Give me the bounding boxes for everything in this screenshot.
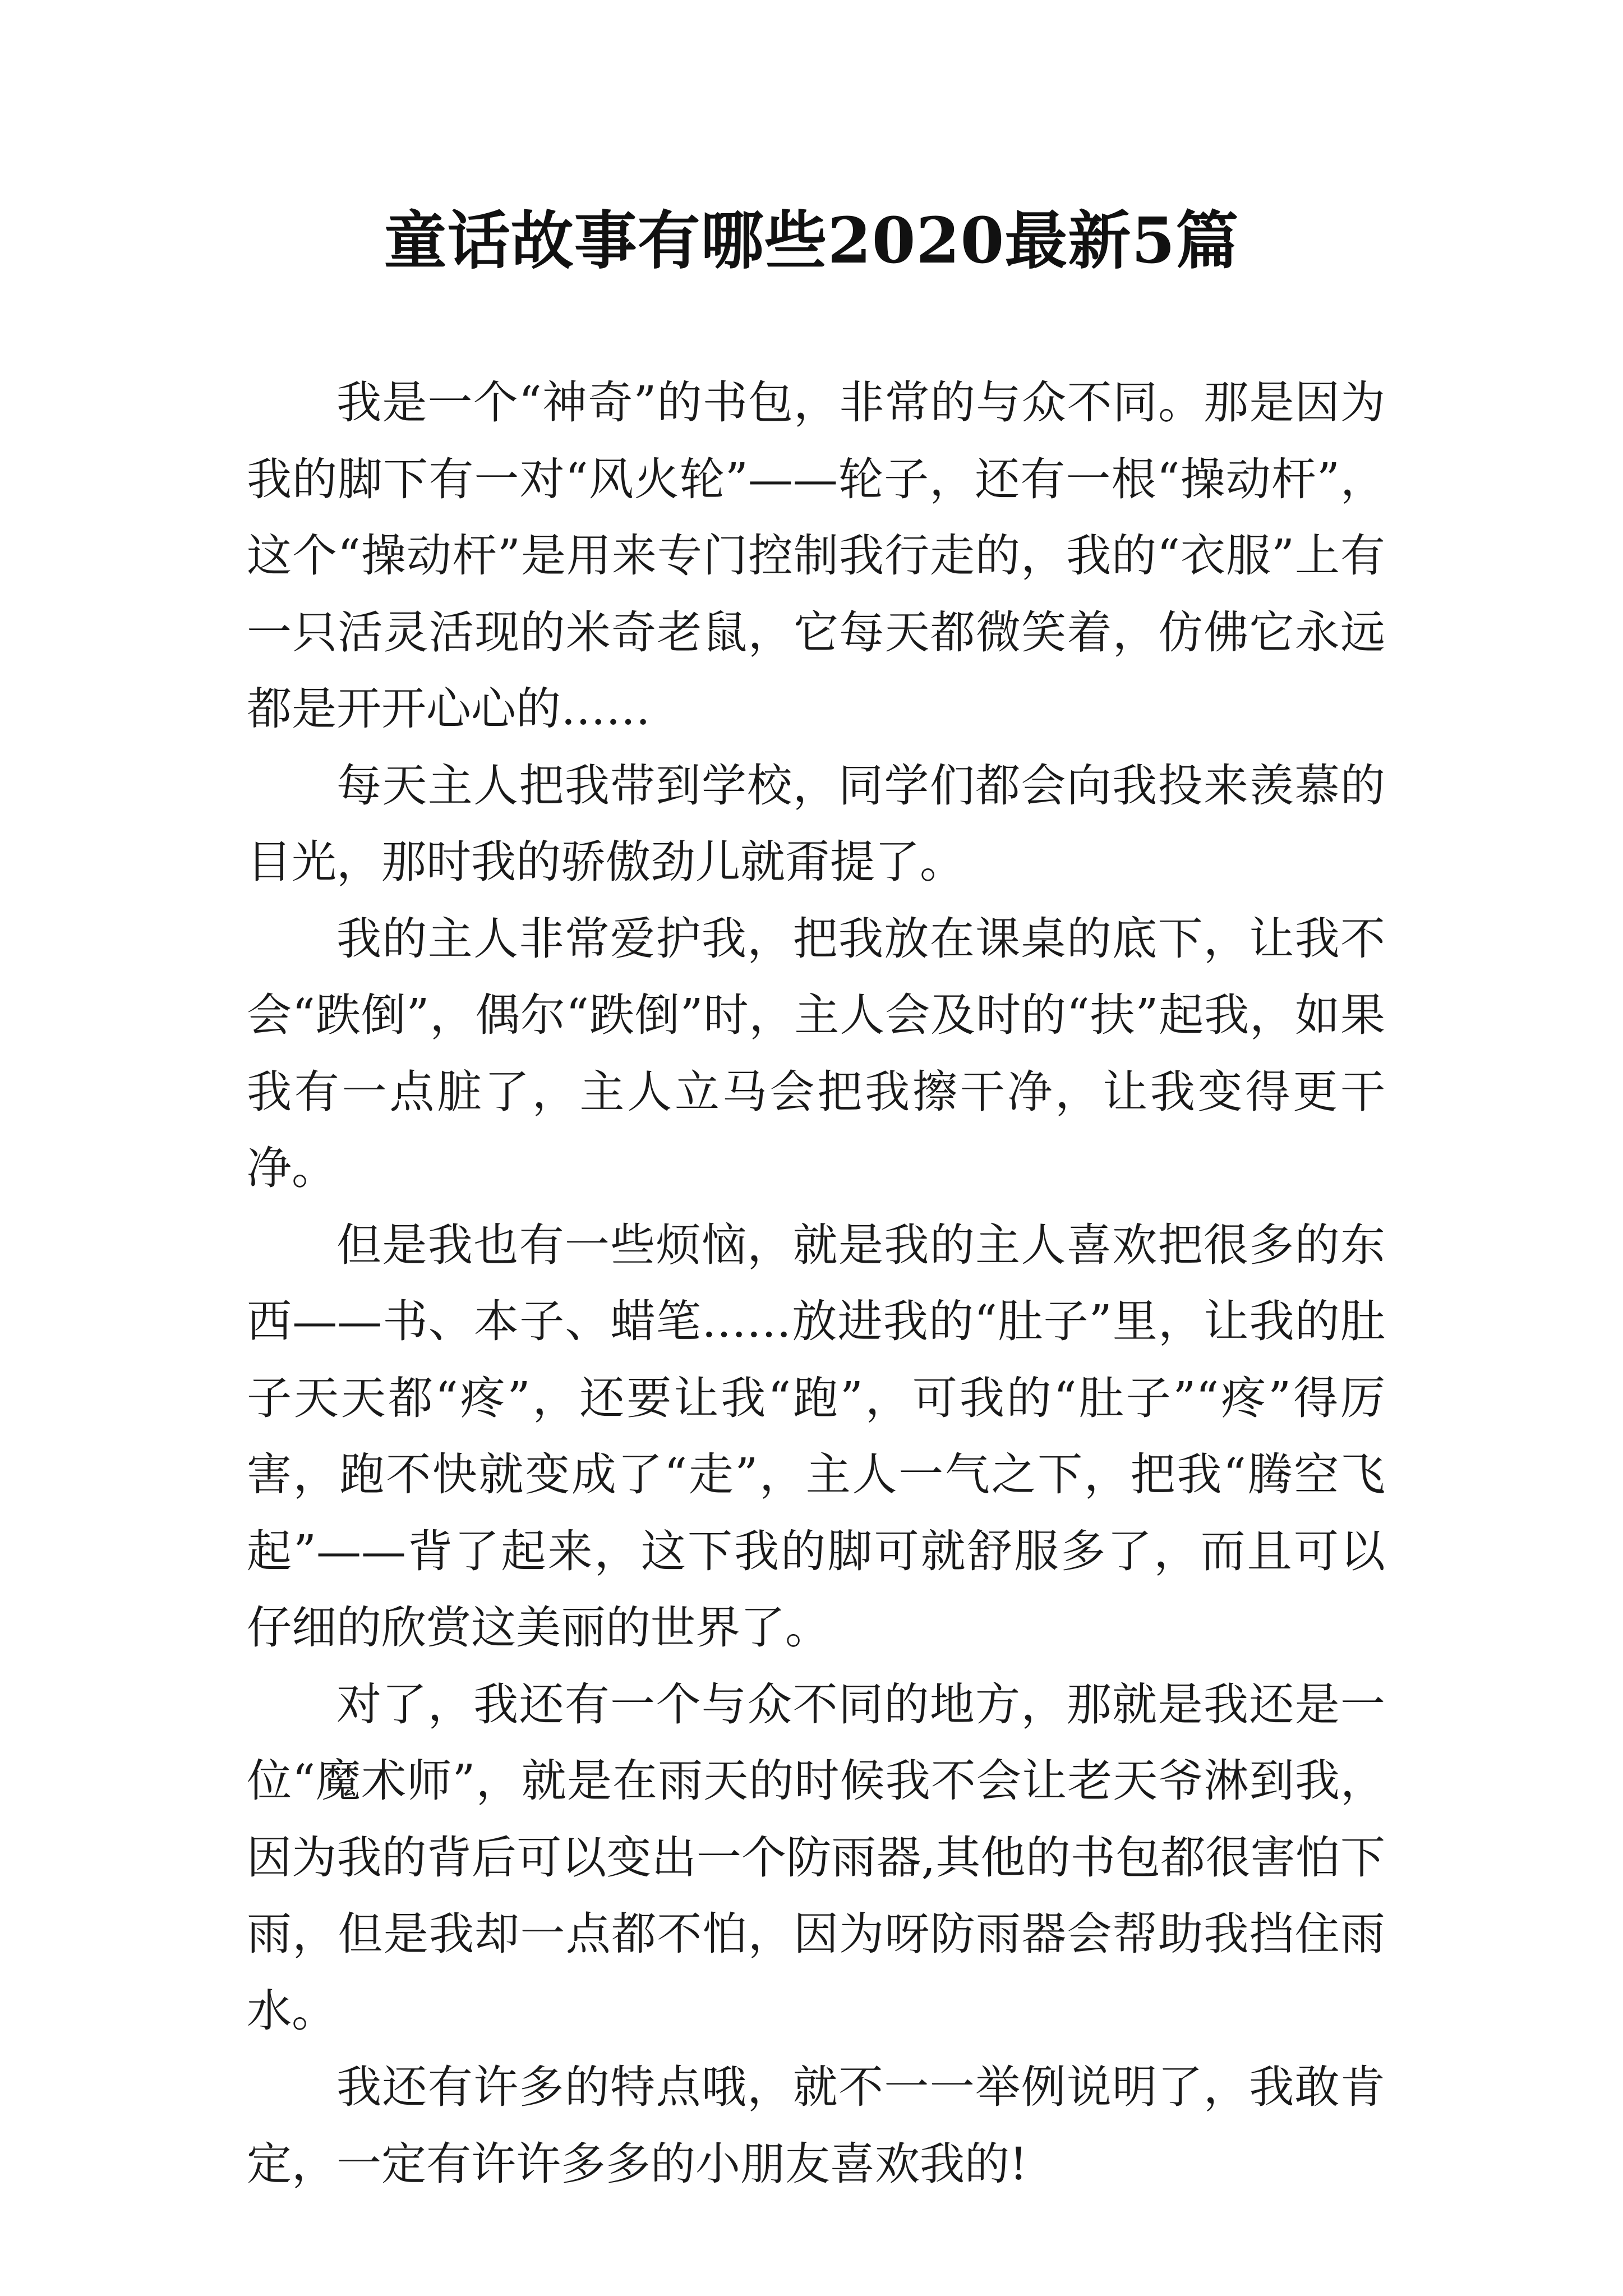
paragraph-6: 我还有许多的特点哦，就不一一举例说明了，我敢肯定，一定有许许多多的小朋友喜欢我的! bbox=[247, 2061, 1385, 2190]
paragraph-2: 每天主人把我带到学校，同学们都会向我投来羡慕的目光，那时我的骄傲劲儿就甭提了。 bbox=[247, 759, 1385, 888]
document-body bbox=[247, 365, 1385, 2202]
paragraph-5: 对了，我还有一个与众不同的地方，那就是我还是一位“魔术师”，就是在雨天的时候我不会让老天爷淋到我，因为我的背后可以变出一个防雨器,其他的书包都很害怕下雨，但是我却一点都不怕，因为呀防雨器会帮助我挡住雨水。 bbox=[247, 1678, 1385, 2037]
document-title: 童话故事有哪些2020最新5篇 bbox=[384, 204, 1239, 278]
paragraph-3: 我的主人非常爱护我，把我放在课桌的底下，让我不会“跌倒”，偶尔“跌倒”时，主人会及时的“扶”起我，如果我有一点脏了，主人立马会把我擦干净，让我变得更干净。 bbox=[247, 912, 1385, 1194]
paragraph-1: 我是一个“神奇”的书包，非常的与众不同。那是因为我的脚下有一对“风火轮”——轮子，还有一根“操动杆”，这个“操动杆”是用来专门控制我行走的，我的“衣服”上有一只活灵活现的米奇老鼠，它每天都微笑着，仿佛它永远都是开开心心的…… bbox=[247, 376, 1385, 735]
paragraph-4: 但是我也有一些烦恼，就是我的主人喜欢把很多的东西——书、本子、蜡笔……放进我的“肚子”里，让我的肚子天天都“疼”，还要让我“跑”，可我的“肚子”“疼”得厉害，跑不快就变成了“走”，主人一气之下，把我“腾空飞起”——背了起来，这下我的脚可就舒服多了，而且可以仔细的欣赏这美丽的世界了。 bbox=[247, 1218, 1385, 1654]
